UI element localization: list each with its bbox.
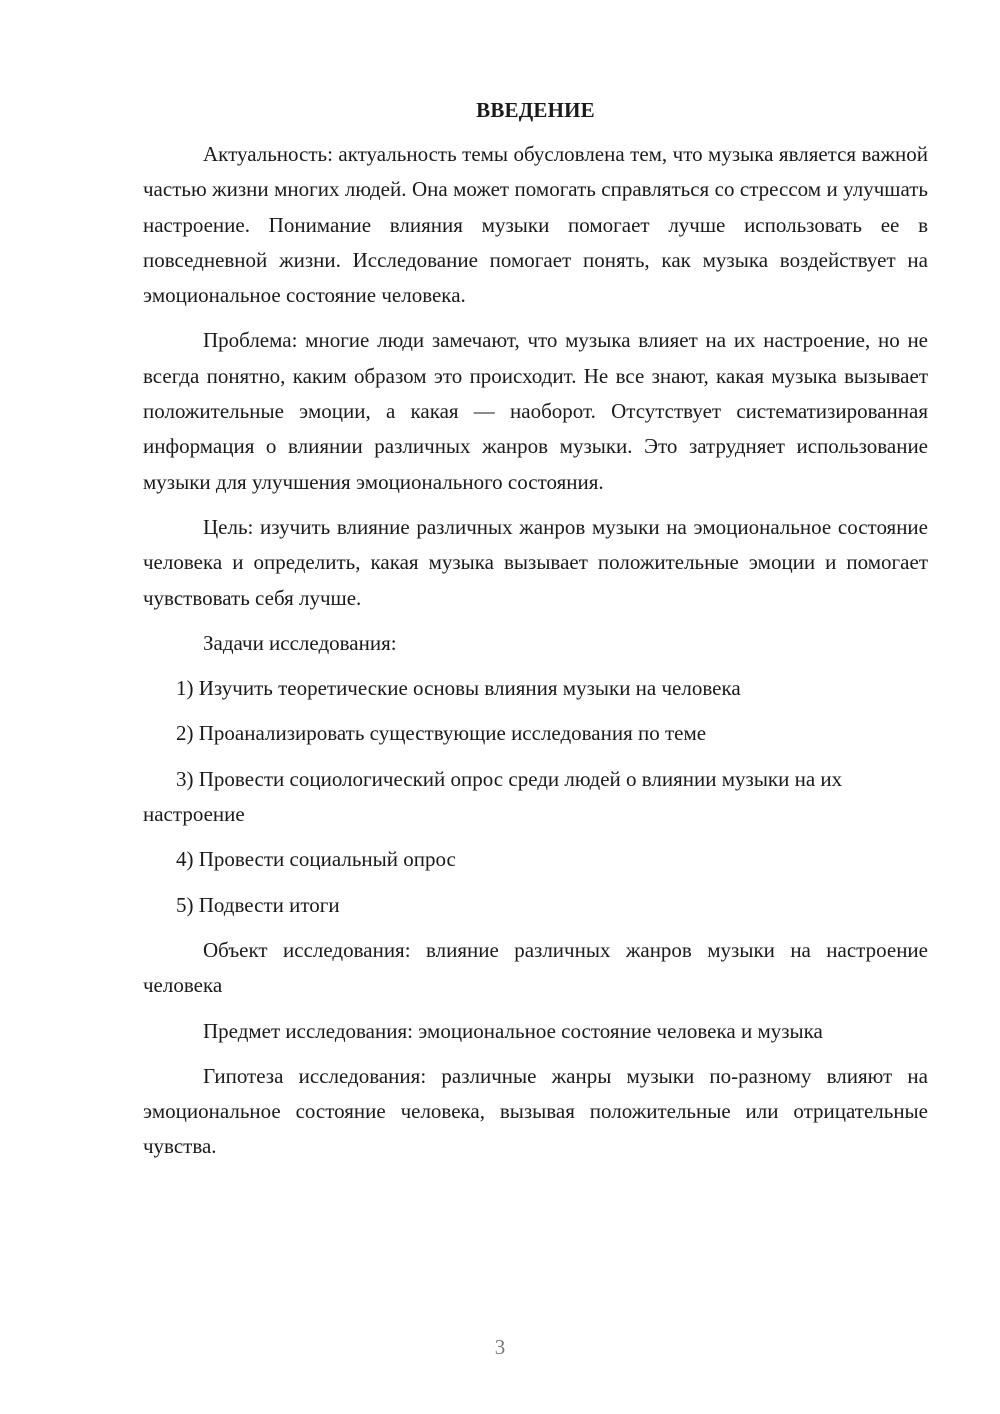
- tasks-list: [143, 671, 928, 923]
- task-item: 2) Проанализировать существующие исследования по теме: [176, 721, 707, 746]
- task-item: 4) Провести социальный опрос: [176, 847, 456, 872]
- relevance-paragraph: Актуальность: актуальность темы обусловлена тем, что музыка является важной частью жизни многих людей. Она может помогать справляться со стрессом и улучшать настроение. Понимание влияния музыки помогает лучше использовать ее в повседневной жизни. Исследование помогает понять, как музыка воздействует на эмоциональное состояние человека.: [143, 142, 928, 308]
- object-paragraph: Объект исследования: влияние различных жанров музыки на настроение человека: [143, 937, 928, 998]
- tasks-heading: Задачи исследования:: [203, 630, 397, 655]
- section-title: ВВЕДЕНИЕ: [476, 98, 595, 122]
- problem-paragraph: Проблема: многие люди замечают, что музыка влияет на их настроение, но не всегда понятно, каким образом это происходит. Не все знают, какая музыка вызывает положительные эмоции, а какая — наоборот. Отсутствует систематизированная информация о влиянии различных жанров музыки. Это затрудняет использование музыки для улучшения эмоционального состояния.: [143, 328, 928, 494]
- task-item: 3) Провести социологический опрос среди людей о влиянии музыки на их настроение: [143, 766, 843, 827]
- document-page: [143, 92, 928, 1175]
- task-item: 5) Подвести итоги: [176, 892, 340, 917]
- goal-paragraph: Цель: изучить влияние различных жанров музыки на эмоциональное состояние человека и определить, какая музыка вызывает положительные эмоции и помогает чувствовать себя лучше.: [143, 514, 928, 610]
- subject-paragraph: Предмет исследования: эмоциональное состояние человека и музыка: [203, 1018, 823, 1043]
- page-number: 3: [494, 1335, 506, 1359]
- hypothesis-paragraph: Гипотеза исследования: различные жанры музыки по-разному влияют на эмоциональное состояние человека, вызывая положительные или отрицательные чувства.: [143, 1063, 928, 1159]
- task-item: 1) Изучить теоретические основы влияния музыки на человека: [176, 676, 741, 701]
